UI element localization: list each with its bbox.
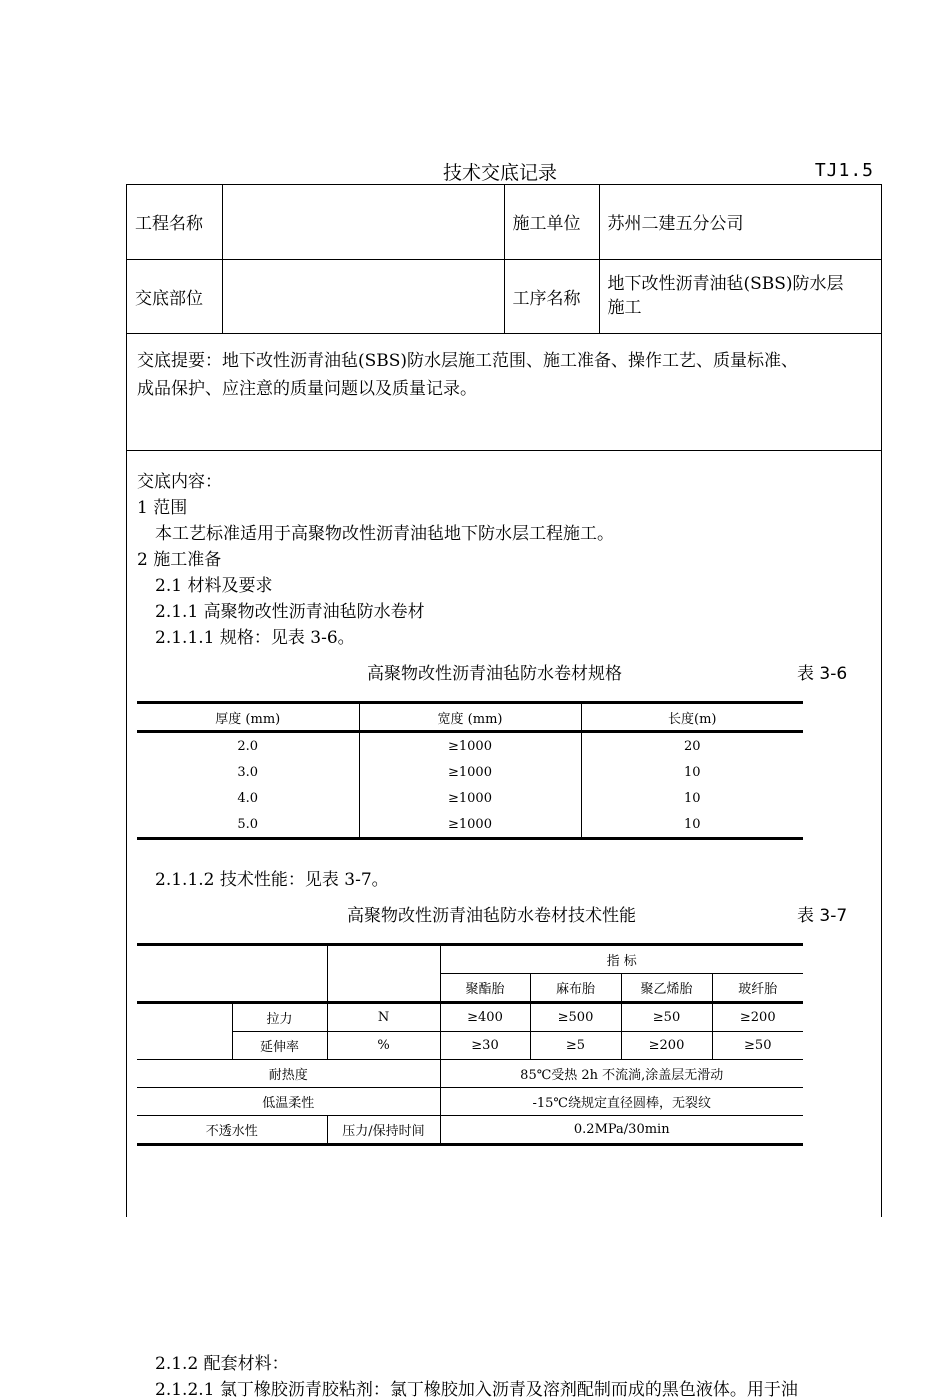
table-row — [137, 785, 803, 811]
summary-line-2: 成品保护、应注意的质量问题以及质量记录。 — [137, 379, 477, 399]
section-2-1-2-heading: 2.1.2 配套材料： — [155, 1354, 289, 1374]
process-name-line-2: 施工 — [607, 298, 642, 318]
table-3-6-header: 宽度 (mm) — [359, 703, 581, 732]
impermeability-unit: 压力/保持时间 — [327, 1116, 440, 1145]
section-1-text: 本工艺标准适用于高聚物改性沥青油毡地下防水层工程施工。 — [155, 524, 614, 544]
process-name-value — [599, 259, 881, 333]
table-row — [137, 1088, 803, 1116]
process-name-line-1: 地下改性沥青油毡(SBS)防水层 — [607, 274, 844, 294]
section-2-heading: 2 施工准备 — [137, 550, 222, 570]
table-cell: 10 — [683, 790, 701, 806]
table-cell: 10 — [683, 764, 701, 780]
low-temp-flex-label: 低温柔性 — [137, 1088, 440, 1116]
construction-unit-label: 施工单位 — [504, 185, 599, 259]
table-cell: ≥50 — [712, 1032, 803, 1060]
process-name-label: 工序名称 — [504, 259, 599, 333]
table-corner-cell — [137, 945, 327, 1003]
summary-line-1: 交底提要：地下改性沥青油毡(SBS)防水层施工范围、施工准备、操作工艺、质量标准、 — [137, 351, 799, 371]
table-cell: ≥1000 — [359, 785, 581, 811]
content-heading: 交底内容： — [137, 472, 222, 492]
heat-resistance-label: 耐热度 — [137, 1060, 440, 1088]
table-cell: ≥1000 — [359, 811, 581, 839]
elongation-label: 延伸率 — [232, 1032, 327, 1060]
disclosure-part-label: 交底部位 — [127, 259, 222, 333]
type-header: 玻纤胎 — [712, 974, 803, 1003]
table-cell: 20 — [683, 738, 701, 754]
table-row — [137, 759, 803, 785]
document-title: 技术交底记录 — [442, 162, 557, 184]
project-name-label: 工程名称 — [127, 185, 222, 259]
project-name-value — [222, 185, 504, 259]
section-2-1-1-2-text: 2.1.1.2 技术性能：见表 3-7。 — [155, 870, 389, 890]
type-header: 聚酯胎 — [440, 974, 530, 1003]
table-3-6-header: 长度(m) — [668, 711, 717, 727]
table-row — [137, 1032, 803, 1060]
table-cell: ≥400 — [440, 1003, 530, 1032]
section-2-1-1-heading: 2.1.1 高聚物改性沥青油毡防水卷材 — [155, 602, 425, 622]
section-1-heading: 1 范围 — [137, 498, 188, 518]
table-3-6 — [137, 701, 803, 840]
impermeability-label: 不透水性 — [137, 1116, 327, 1145]
table-cell — [137, 1003, 232, 1060]
table-cell: 5.0 — [137, 811, 359, 839]
construction-unit-value: 苏州二建五分公司 — [599, 185, 881, 259]
section-2-1-2-1-text: 2.1.2.1 氯丁橡胶沥青胶粘剂：氯丁橡胶加入沥青及溶剂配制而成的黑色液体。用于油 — [155, 1380, 798, 1400]
heat-resistance-value: 85℃受热 2h 不流淌,涂盖层无滑动 — [440, 1060, 803, 1088]
summary-section — [127, 333, 881, 451]
table-3-6-caption: 高聚物改性沥青油毡防水卷材规格 — [367, 664, 622, 684]
record-frame — [126, 184, 882, 1400]
table-cell: ≥200 — [712, 1003, 803, 1032]
elongation-unit: % — [327, 1032, 440, 1060]
table-cell: 3.0 — [137, 759, 359, 785]
table-cell: 2.0 — [137, 732, 359, 760]
tension-label: 拉力 — [232, 1003, 327, 1032]
form-code: TJ1.5 — [814, 160, 874, 181]
table-cell: ≥5 — [530, 1032, 621, 1060]
table-cell: 10 — [683, 816, 701, 832]
table-3-7 — [137, 943, 803, 1146]
section-2-1-heading: 2.1 材料及要求 — [155, 576, 273, 596]
table-cell: 4.0 — [137, 785, 359, 811]
table-cell: ≥1000 — [359, 759, 581, 785]
table-row — [137, 811, 803, 839]
table-row — [137, 1003, 803, 1032]
table-cell: ≥200 — [621, 1032, 712, 1060]
table-cell: ≥500 — [530, 1003, 621, 1032]
indicator-header: 指 标 — [440, 945, 803, 974]
type-header: 麻布胎 — [530, 974, 621, 1003]
table-3-6-header: 厚度 (mm) — [137, 703, 359, 732]
section-2-1-1-1-text: 2.1.1.1 规格：见表 3-6。 — [155, 628, 355, 648]
table-3-7-caption: 高聚物改性沥青油毡防水卷材技术性能 — [347, 906, 636, 926]
tension-unit: N — [327, 1003, 440, 1032]
disclosure-part-value — [222, 259, 504, 333]
table-row — [137, 1116, 803, 1145]
table-cell: ≥50 — [621, 1003, 712, 1032]
table-row — [137, 732, 803, 760]
table-row — [137, 1060, 803, 1088]
table-3-7-number: 表 3-7 — [797, 906, 848, 926]
table-cell: ≥30 — [440, 1032, 530, 1060]
table-cell: ≥1000 — [359, 732, 581, 760]
low-temp-flex-value: -15℃绕规定直径圆棒，无裂纹 — [440, 1088, 803, 1116]
table-3-6-number: 表 3-6 — [797, 664, 848, 684]
info-table — [127, 185, 881, 334]
table-unit-header — [327, 945, 440, 1003]
impermeability-value: 0.2MPa/30min — [440, 1116, 803, 1145]
type-header: 聚乙烯胎 — [621, 974, 712, 1003]
